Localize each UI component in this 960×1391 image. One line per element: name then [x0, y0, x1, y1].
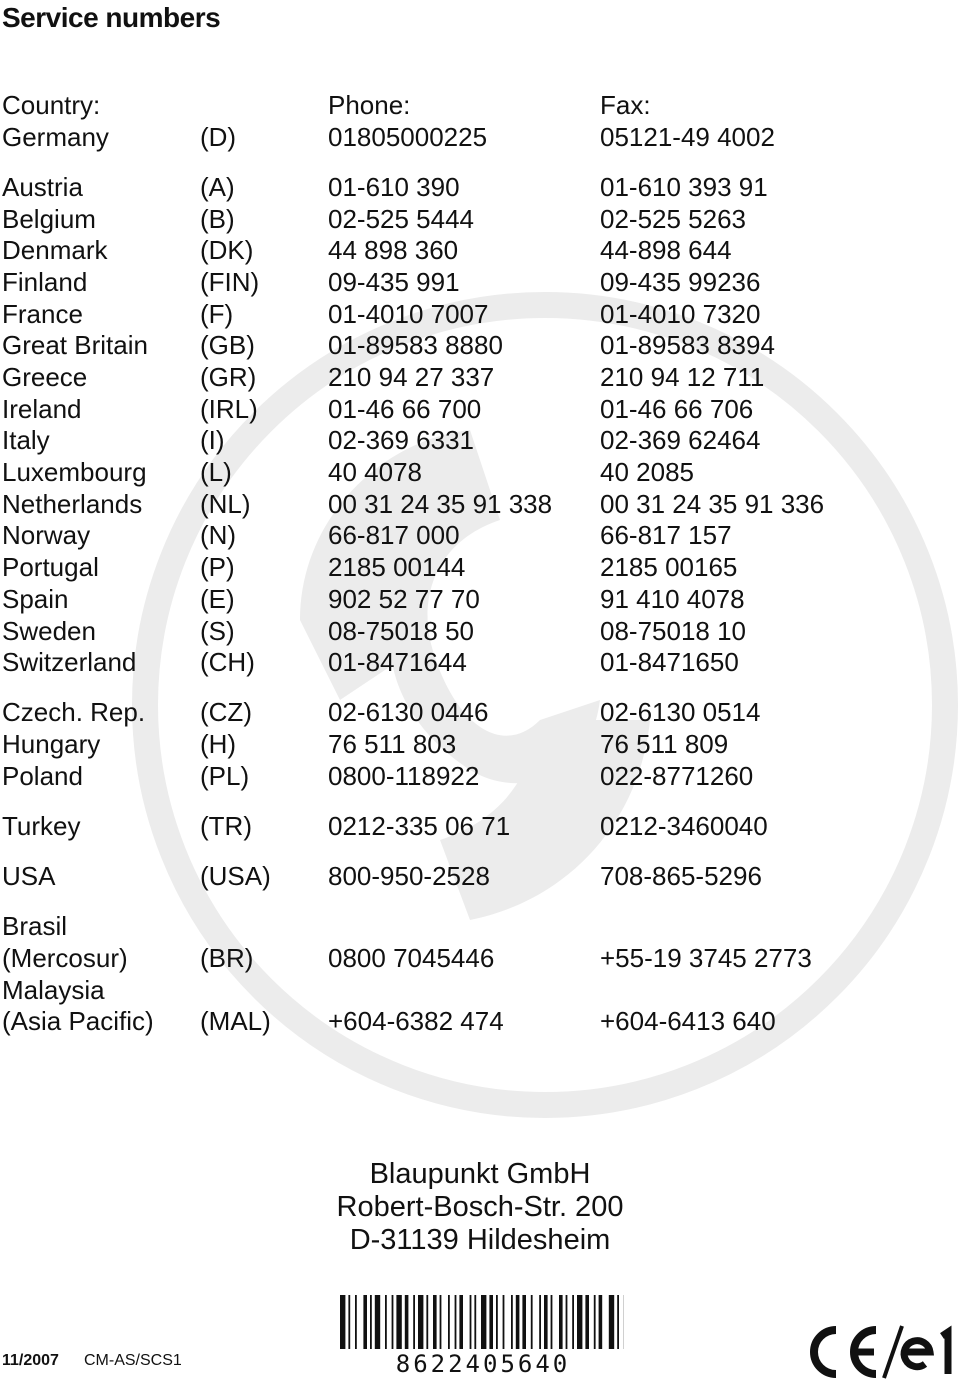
code-cell: (B) — [200, 203, 235, 234]
table-row — [2, 861, 942, 893]
table-row — [2, 299, 942, 331]
table-header — [2, 90, 942, 122]
country-cell: Ireland — [2, 393, 82, 424]
table-row — [2, 172, 942, 204]
barcode-bar — [392, 1295, 394, 1349]
fax-cell: +604-6413 640 — [600, 1006, 776, 1037]
footer-code: CM-AS/SCS1 — [84, 1352, 182, 1369]
country-cell: USA — [2, 861, 56, 892]
e1-mark-icon — [904, 1332, 948, 1374]
country-cell: Malaysia — [2, 974, 105, 1005]
country-cell: Denmark — [2, 235, 108, 266]
fax-cell: 708-865-5296 — [600, 861, 762, 892]
code-cell: (A) — [200, 171, 235, 202]
footer-date: 11/2007 — [2, 1352, 59, 1369]
table-row — [2, 394, 942, 426]
phone-header: Phone: — [328, 90, 411, 120]
code-cell: (L) — [200, 457, 232, 488]
code-cell: (H) — [200, 729, 237, 760]
country-cell: Finland — [2, 266, 88, 297]
phone-cell: 02-525 5444 — [328, 203, 475, 234]
country-cell: Luxembourg — [2, 457, 147, 488]
code-cell: (F) — [200, 298, 234, 329]
code-cell: (PL) — [200, 760, 250, 791]
barcode-bar — [418, 1295, 423, 1349]
barcode-bar — [522, 1295, 526, 1349]
phone-cell: 01-8471644 — [328, 647, 467, 678]
barcode-bar — [459, 1295, 463, 1349]
phone-cell: 09-435 991 — [328, 266, 460, 297]
barcode-bar — [370, 1295, 372, 1349]
phone-cell: 800-950-2528 — [328, 861, 490, 892]
fax-cell: 91 410 4078 — [600, 583, 745, 614]
barcode-bar — [448, 1295, 450, 1349]
phone-cell: 01-610 390 — [328, 171, 460, 202]
group-spacer — [2, 153, 942, 172]
table-row — [2, 204, 942, 236]
table-row — [2, 235, 942, 267]
table-row — [2, 616, 942, 648]
code-cell: (CZ) — [200, 697, 252, 728]
fax-cell: 66-817 157 — [600, 520, 732, 551]
phone-cell: 02-369 6331 — [328, 425, 475, 456]
country-cell: Sweden — [2, 615, 96, 646]
country-cell: Greece — [2, 362, 88, 392]
fax-cell: 01-4010 7320 — [600, 298, 761, 329]
country-cell: (Mercosur) — [2, 943, 128, 973]
country-header: Country: — [2, 90, 101, 120]
table-row — [2, 697, 942, 729]
ce-e1-marks — [806, 1322, 956, 1382]
country-cell: Czech. Rep. — [2, 697, 146, 728]
phone-cell: 66-817 000 — [328, 520, 460, 551]
country-cell: Netherlands — [2, 488, 143, 519]
code-cell: (GB) — [200, 330, 255, 361]
fax-cell: 01-89583 8394 — [600, 330, 775, 361]
phone-cell: 210 94 27 337 — [328, 362, 495, 392]
code-cell: (USA) — [200, 861, 271, 892]
table-row — [2, 425, 942, 457]
barcode-bar — [355, 1295, 357, 1349]
table-body — [2, 122, 942, 1038]
ce-mark-icon — [814, 1330, 876, 1374]
barcode-bar — [375, 1295, 380, 1349]
code-cell: (P) — [200, 552, 235, 583]
phone-cell: 44 898 360 — [328, 235, 459, 266]
barcode-bar — [363, 1295, 367, 1349]
service-table — [2, 90, 942, 1038]
fax-cell: 44-898 644 — [600, 235, 732, 266]
fax-cell: 022-8771260 — [600, 760, 754, 791]
fax-cell: 02-525 5263 — [600, 203, 747, 234]
country-cell: Brasil — [2, 911, 68, 942]
fax-cell: 02-6130 0514 — [600, 697, 761, 728]
code-cell: (I) — [200, 425, 225, 456]
code-cell: (NL) — [200, 488, 251, 519]
fax-cell: 76 511 809 — [600, 729, 729, 760]
fax-cell: 05121-49 4002 — [600, 121, 775, 152]
table-row — [2, 584, 942, 616]
phone-cell: 902 52 77 70 — [328, 583, 480, 614]
company-address — [0, 1158, 960, 1257]
fax-cell: 01-8471650 — [600, 647, 739, 678]
table-row — [2, 911, 942, 943]
barcode — [338, 1295, 628, 1349]
country-cell: Austria — [2, 171, 83, 202]
country-cell: Great Britain — [2, 330, 148, 361]
country-cell: Portugal — [2, 552, 99, 583]
barcode-bar — [551, 1295, 553, 1349]
phone-cell: 00 31 24 35 91 338 — [328, 488, 553, 519]
code-cell: (D) — [200, 121, 237, 152]
code-cell: (BR) — [200, 943, 254, 973]
group-spacer — [2, 679, 942, 698]
table-row — [2, 647, 942, 679]
country-cell: Italy — [2, 425, 50, 456]
barcode-number: 8622405640 — [395, 1350, 571, 1378]
fax-header: Fax: — [600, 90, 651, 120]
country-cell: France — [2, 298, 83, 329]
code-cell: (GR) — [200, 362, 257, 392]
barcode-bar — [440, 1295, 442, 1349]
barcode-bar — [559, 1295, 563, 1349]
fax-cell: 2185 00165 — [600, 552, 738, 583]
slash-mark — [884, 1326, 902, 1378]
address-line: D-31139 Hildesheim — [349, 1224, 611, 1256]
phone-cell: 0800-118922 — [328, 760, 480, 791]
country-cell: Spain — [2, 583, 69, 614]
group-spacer — [2, 893, 942, 912]
code-cell: (IRL) — [200, 393, 258, 424]
table-row — [2, 362, 942, 394]
barcode-bar — [348, 1295, 350, 1349]
barcode-bar — [539, 1295, 541, 1349]
country-cell: Turkey — [2, 810, 81, 841]
country-cell: Poland — [2, 760, 83, 791]
barcode-bar — [396, 1295, 401, 1349]
group-spacer — [2, 843, 942, 862]
phone-cell: 02-6130 0446 — [328, 697, 489, 728]
barcode-bar — [503, 1295, 505, 1349]
code-cell: (FIN) — [200, 266, 260, 297]
barcode-bar — [516, 1295, 520, 1349]
group-spacer — [2, 792, 942, 811]
barcode-bar — [426, 1295, 428, 1349]
country-cell: Germany — [2, 121, 109, 152]
phone-cell: 0800 7045446 — [328, 943, 495, 973]
barcode-bar — [566, 1295, 568, 1349]
phone-cell: 08-75018 50 — [328, 615, 475, 646]
barcode-bar — [572, 1295, 574, 1349]
country-cell: Hungary — [2, 729, 101, 760]
code-cell: (MAL) — [200, 1006, 271, 1037]
fax-cell: 0212-3460040 — [600, 810, 768, 841]
barcode-bar — [577, 1295, 582, 1349]
table-row — [2, 267, 942, 299]
table-row — [2, 729, 942, 761]
fax-cell: 40 2085 — [600, 457, 694, 488]
country-cell: Belgium — [2, 203, 96, 234]
barcode-bar — [544, 1295, 548, 1349]
barcode-bar — [489, 1295, 493, 1349]
fax-cell: 02-369 62464 — [600, 425, 761, 456]
table-row — [2, 122, 942, 154]
page-title: Service numbers — [2, 2, 221, 33]
barcode-bar — [599, 1295, 603, 1349]
country-cell: Norway — [2, 520, 91, 551]
barcode-bar — [511, 1295, 513, 1349]
phone-cell: 0212-335 06 71 — [328, 810, 511, 841]
barcode-bar — [474, 1295, 476, 1349]
table-row — [2, 520, 942, 552]
table-row — [2, 489, 942, 521]
barcode-bar — [385, 1295, 387, 1349]
table-row — [2, 761, 942, 793]
table-row — [2, 552, 942, 584]
barcode-bar — [405, 1295, 409, 1349]
code-cell: (TR) — [200, 810, 252, 841]
barcode-bar — [481, 1295, 486, 1349]
barcode-bar — [531, 1295, 533, 1349]
fax-cell: 01-46 66 706 — [600, 393, 754, 424]
barcode-bar — [433, 1295, 437, 1349]
country-cell: Switzerland — [2, 647, 137, 678]
fax-cell: 00 31 24 35 91 336 — [600, 488, 825, 519]
phone-cell: 01805000225 — [328, 121, 488, 152]
fax-cell: 210 94 12 711 — [600, 362, 765, 392]
code-cell: (N) — [200, 520, 237, 551]
phone-cell: 01-4010 7007 — [328, 298, 489, 329]
table-row — [2, 943, 942, 975]
barcode-bar — [455, 1295, 457, 1349]
phone-cell: 76 511 803 — [328, 729, 457, 760]
fax-cell: 09-435 99236 — [600, 266, 761, 297]
address-line: Robert-Bosch-Str. 200 — [336, 1191, 624, 1223]
phone-cell: +604-6382 474 — [328, 1006, 504, 1037]
barcode-bar — [413, 1295, 415, 1349]
fax-cell: +55-19 3745 2773 — [600, 943, 812, 973]
table-row — [2, 330, 942, 362]
table-row — [2, 1006, 942, 1038]
phone-cell: 01-89583 8880 — [328, 330, 503, 361]
phone-cell: 2185 00144 — [328, 552, 466, 583]
barcode-bar — [470, 1295, 472, 1349]
country-cell: (Asia Pacific) — [2, 1006, 154, 1037]
phone-cell: 40 4078 — [328, 457, 422, 488]
table-row — [2, 811, 942, 843]
phone-cell: 01-46 66 700 — [328, 393, 482, 424]
barcode-bar — [609, 1295, 614, 1349]
address-line: Blaupunkt GmbH — [369, 1158, 591, 1190]
fax-cell: 01-610 393 91 — [600, 171, 768, 202]
table-row — [2, 975, 942, 1007]
barcode-bar — [340, 1295, 345, 1349]
table-row — [2, 457, 942, 489]
code-cell: (DK) — [200, 235, 254, 266]
barcode-bar — [496, 1295, 498, 1349]
fax-cell: 08-75018 10 — [600, 615, 747, 646]
code-cell: (S) — [200, 615, 235, 646]
code-cell: (CH) — [200, 647, 255, 678]
barcode-bar — [594, 1295, 596, 1349]
barcode-bar — [617, 1295, 619, 1349]
code-cell: (E) — [200, 583, 235, 614]
barcode-bar — [585, 1295, 589, 1349]
